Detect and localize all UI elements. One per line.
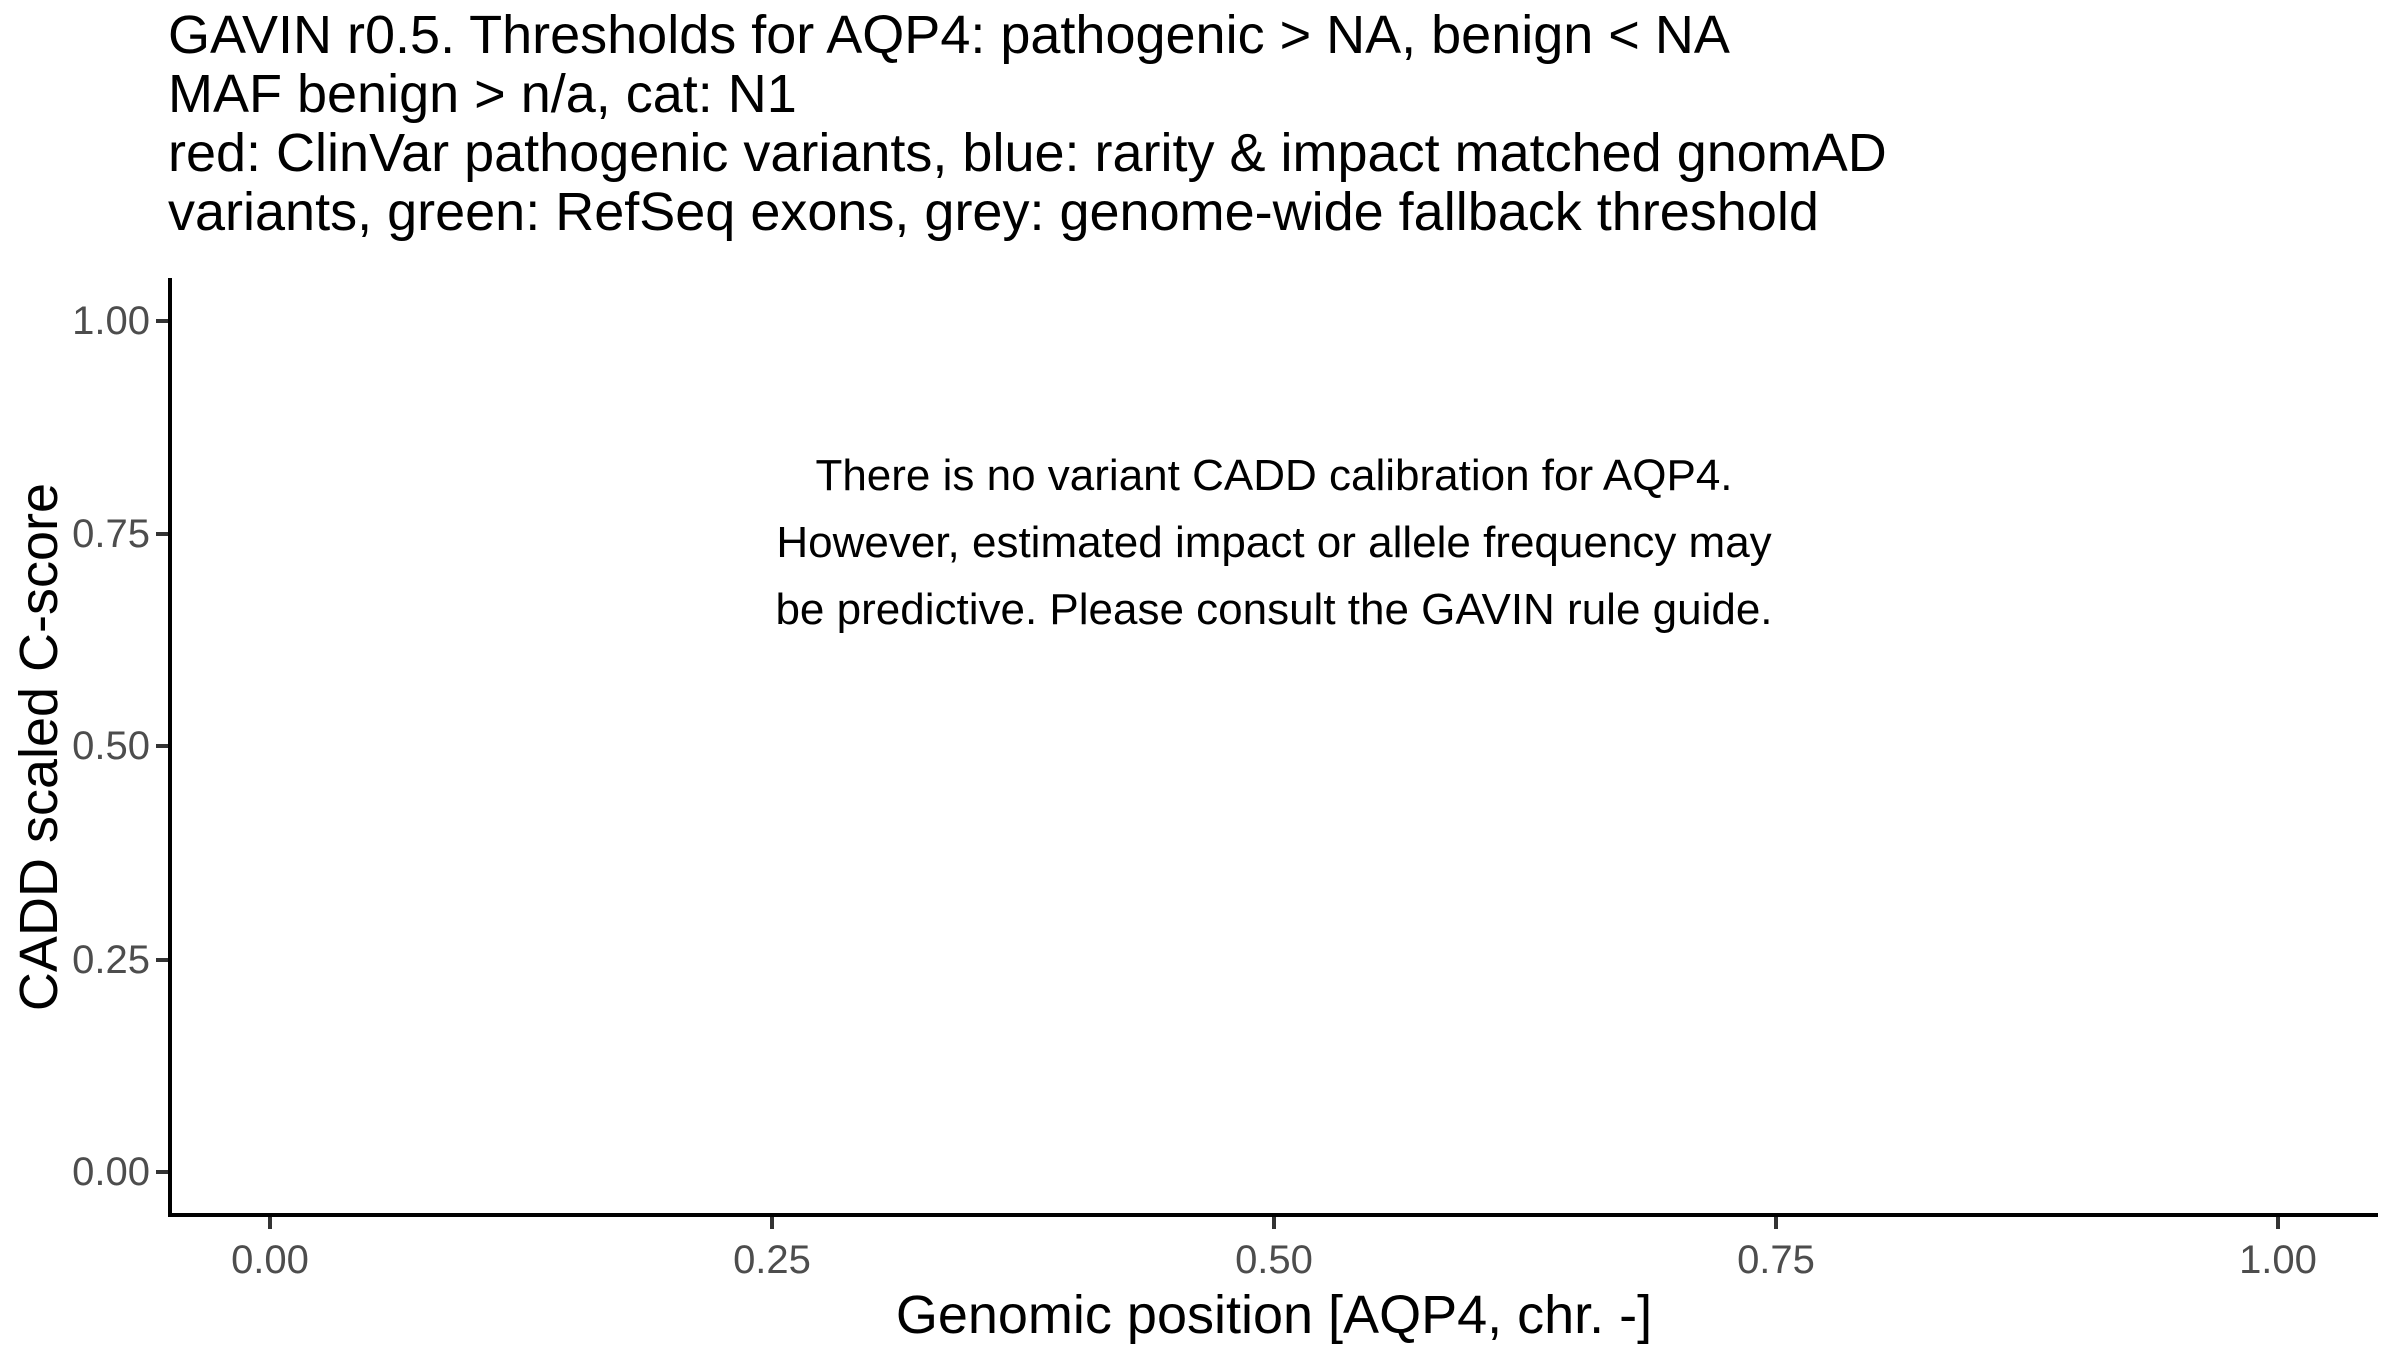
x-tick-mark bbox=[2276, 1217, 2280, 1229]
x-tick-label: 0.25 bbox=[733, 1238, 811, 1282]
x-tick-label: 1.00 bbox=[2239, 1238, 2317, 1282]
y-tick-label: 0.75 bbox=[72, 512, 150, 556]
y-tick-mark bbox=[156, 319, 168, 323]
x-tick-label: 0.00 bbox=[231, 1238, 309, 1282]
y-tick-mark bbox=[156, 958, 168, 962]
y-tick-label: 0.25 bbox=[72, 938, 150, 982]
annotation-line-1: There is no variant CADD calibration for AQP4. bbox=[815, 451, 1733, 500]
chart-title-line-3: red: ClinVar pathogenic variants, blue: rarity & impact matched gnomAD bbox=[168, 123, 1887, 183]
annotation-line-3: be predictive. Please consult the GAVIN rule guide. bbox=[775, 585, 1773, 634]
chart-title-line-1: GAVIN r0.5. Thresholds for AQP4: pathogenic > NA, benign < NA bbox=[168, 5, 1730, 65]
x-tick-mark bbox=[1774, 1217, 1778, 1229]
annotation-text bbox=[775, 442, 1772, 643]
plot-panel bbox=[168, 278, 2378, 1217]
chart-title-line-2: MAF benign > n/a, cat: N1 bbox=[168, 64, 797, 124]
chart-title-line-4: variants, green: RefSeq exons, grey: genome-wide fallback threshold bbox=[168, 182, 1819, 242]
chart-title bbox=[168, 6, 1887, 242]
y-tick-label: 0.00 bbox=[72, 1150, 150, 1194]
y-tick-mark bbox=[156, 532, 168, 536]
x-axis-title: Genomic position [AQP4, chr. -] bbox=[895, 1285, 1653, 1345]
y-axis-title: CADD scaled C-score bbox=[9, 482, 69, 1012]
y-tick-mark bbox=[156, 1170, 168, 1174]
x-tick-mark bbox=[1272, 1217, 1276, 1229]
y-tick-label: 1.00 bbox=[72, 299, 150, 343]
y-tick-label: 0.50 bbox=[72, 724, 150, 768]
x-tick-label: 0.75 bbox=[1737, 1238, 1815, 1282]
x-tick-mark bbox=[770, 1217, 774, 1229]
annotation-line-2: However, estimated impact or allele frequency may bbox=[776, 518, 1772, 567]
y-tick-mark bbox=[156, 744, 168, 748]
x-tick-label: 0.50 bbox=[1235, 1238, 1313, 1282]
x-tick-mark bbox=[268, 1217, 272, 1229]
